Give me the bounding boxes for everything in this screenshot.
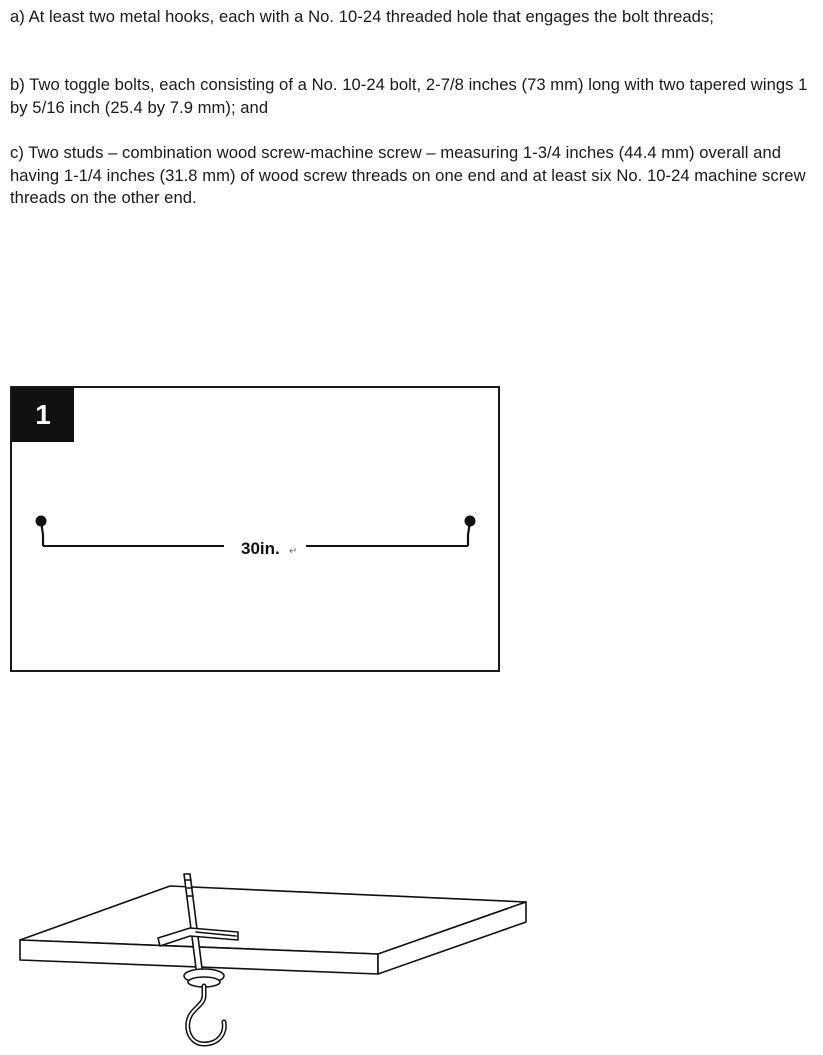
return-mark: ↵ xyxy=(289,546,298,557)
step-1-panel xyxy=(10,386,500,672)
requirement-b: b) Two toggle bolts, each consisting of a No. 10-24 bolt, 2-7/8 inches (73 mm) long with two tapered wings 1 by 5/16 inch (25.4 by 7.9 mm); and xyxy=(10,75,808,117)
requirement-a: a) At least two metal hooks, each with a No. 10-24 threaded hole that engages the bolt threads; xyxy=(10,7,714,26)
right-hook-icon xyxy=(465,516,476,547)
toggle-bolt-hook-in-board-icon xyxy=(18,870,538,1052)
measurement-label: 30in. xyxy=(241,539,280,558)
requirement-c: c) Two studs – combination wood screw-machine screw – measuring 1-3/4 inches (44.4 mm) overall and having 1-1/4 inches (31.8 mm) of wood screw threads on one end and at least six No. 10-24 machine screw threads on the other end. xyxy=(10,143,806,207)
step-number-badge: 1 xyxy=(12,388,74,442)
step-1-diagram xyxy=(12,388,498,670)
left-hook-icon xyxy=(36,516,47,547)
